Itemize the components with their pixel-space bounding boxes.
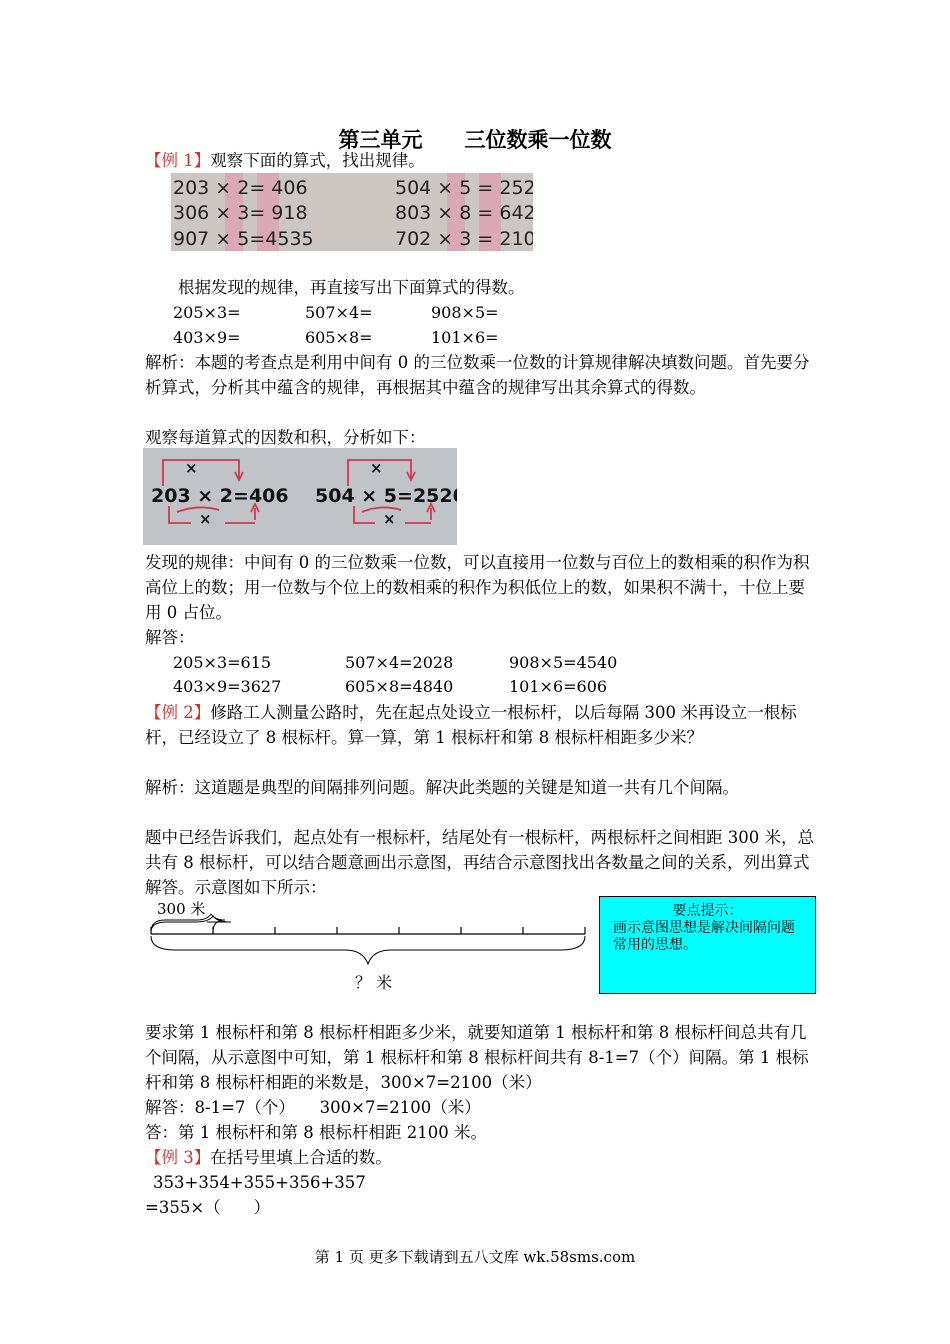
times-mark-2: × bbox=[199, 510, 212, 528]
example-1-tag: 【例 1】 bbox=[145, 151, 211, 170]
example-2-explain: 要求第 1 根标杆和第 8 根标杆相距多少米，就要知道第 1 根标杆和第 8 根标杆间总共有几个间隔，从示意图中可知，第 1 根标杆和第 8 根标杆间共有 8-1=7（个）间隔。第 1 根标杆和第 8 根标杆相距的米数是，300×7=2100（米） bbox=[145, 1023, 809, 1092]
answer-3: 908×5=4540 bbox=[509, 653, 618, 672]
task-1: 205×3= bbox=[173, 303, 241, 322]
interval-diagram bbox=[145, 896, 595, 996]
answer-1: 205×3=615 bbox=[173, 653, 272, 672]
example-2-question bbox=[145, 700, 815, 750]
times-mark-3: × bbox=[370, 459, 383, 477]
page-title: 第三单元 三位数乘一位数 bbox=[338, 127, 612, 152]
example-2-analysis: 解析：这道题是典型的间隔排列问题。解决此类题的关键是知道一共有几个间隔。 bbox=[145, 778, 739, 797]
example-3-heading bbox=[145, 1145, 810, 1170]
diagram-eq-1: 203 × 2=406 bbox=[151, 485, 289, 507]
photo-eq-4: 803 × 8 = 6424 bbox=[395, 202, 533, 224]
example-2-solution: 解答：8-1=7（个） 300×7=2100（米） bbox=[145, 1098, 481, 1117]
key-point-body: 画示意图思想是解决间隔问题常用的思想。 bbox=[613, 920, 795, 953]
task-6: 101×6= bbox=[431, 328, 499, 347]
photo-eq-2: 504 × 5 = 2520 bbox=[395, 177, 533, 199]
photo-eq-6: 702 × 3 = 2106 bbox=[395, 228, 533, 250]
example-3-blank: =355×（ ） bbox=[145, 1198, 271, 1217]
example-1-question: 观察下面的算式，找出规律。 bbox=[210, 151, 425, 170]
task-4: 403×9= bbox=[173, 328, 241, 347]
equations-photo bbox=[171, 173, 533, 251]
example-2-question-text: 修路工人测量公路时，先在起点处设立一根标杆，以后每隔 300 米再设立一根标杆，已经设立了 8 根标杆。算一算，第 1 根标杆和第 8 根标杆相距多少米？ bbox=[145, 703, 797, 747]
key-point-title: 要点提示： bbox=[672, 903, 743, 919]
example-1-heading bbox=[145, 148, 810, 173]
answer-5: 605×8=4840 bbox=[345, 677, 454, 696]
example-2-detail: 题中已经告诉我们，起点处有一根标杆，结尾处有一根标杆，两根标杆之间相距 300 米，总共有 8 根标杆，可以结合题意画出示意图，再结合示意图找出各数量之间的关系，列出算式解答。示意图如下所示： bbox=[145, 828, 814, 897]
key-point-box bbox=[599, 896, 816, 994]
example-1-analysis: 解析：本题的考查点是利用中间有 0 的三位数乘一位数的计算规律解决填数问题。首先要分析算式，分析其中蕴含的规律，再根据其中蕴含的规律写出其余算式的得数。 bbox=[145, 353, 810, 397]
example-1-instruction: 根据发现的规律，再直接写出下面算式的得数。 bbox=[178, 278, 525, 297]
interval-length-label: 300 米 bbox=[157, 900, 206, 918]
example-2-conclusion: 答：第 1 根标杆和第 8 根标杆相距 2100 米。 bbox=[145, 1123, 487, 1142]
task-5: 605×8= bbox=[305, 328, 373, 347]
example-1-rule: 发现的规律：中间有 0 的三位数乘一位数，可以直接用一位数与百位上的数相乘的积作为积高位上的数；用一位数与个位上的数相乘的积作为积低位上的数，如果积不满十，十位上要用 0 占位。 bbox=[145, 553, 810, 622]
example-3-tag: 【例 3】 bbox=[145, 1148, 211, 1167]
task-3: 908×5= bbox=[431, 303, 499, 322]
answer-6: 101×6=606 bbox=[509, 677, 608, 696]
times-mark-1: × bbox=[185, 459, 198, 477]
photo-eq-1: 203 × 2= 406 bbox=[173, 177, 308, 199]
example-2-tag: 【例 2】 bbox=[145, 703, 211, 722]
page-footer: 第 1 页 更多下载请到五八文库 wk.58sms.com bbox=[314, 1248, 636, 1266]
example-3-expression: 353+354+355+356+357 bbox=[153, 1173, 366, 1192]
photo-eq-3: 306 × 3= 918 bbox=[173, 202, 308, 224]
total-length-label: ？ 米 bbox=[355, 973, 393, 992]
photo-eq-5: 907 × 5=4535 bbox=[173, 228, 314, 250]
example-3-question: 在括号里填上合适的数。 bbox=[210, 1148, 392, 1167]
answer-label: 解答： bbox=[145, 628, 195, 647]
diagram-eq-2: 504 × 5=2520 bbox=[315, 485, 457, 507]
multiplication-diagram bbox=[143, 448, 457, 545]
example-1-observe: 观察每道算式的因数和积，分析如下： bbox=[145, 428, 426, 447]
task-2: 507×4= bbox=[305, 303, 373, 322]
times-mark-4: × bbox=[383, 510, 396, 528]
answer-4: 403×9=3627 bbox=[173, 677, 282, 696]
answer-2: 507×4=2028 bbox=[345, 653, 454, 672]
